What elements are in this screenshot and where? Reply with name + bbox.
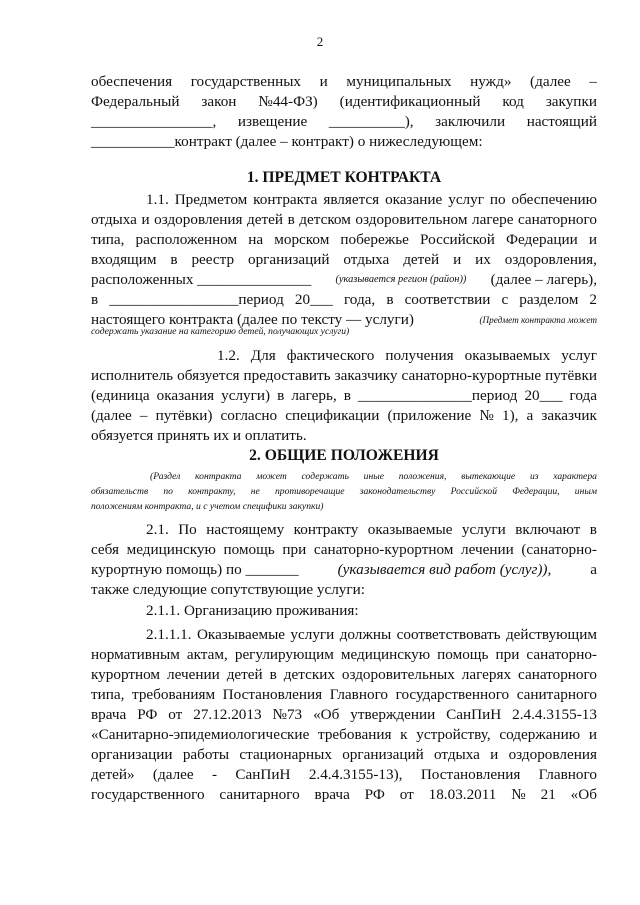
word: детей (403, 251, 440, 268)
word: Для (250, 347, 276, 364)
word: 2.4.4.3155-13 (512, 706, 597, 723)
word: лечении (461, 541, 514, 558)
word: оказываемых (464, 347, 551, 364)
clause-1-2-line (91, 386, 597, 406)
word: путёвки (545, 367, 597, 384)
word: расположенном (135, 231, 238, 248)
word: и (141, 211, 150, 228)
word: закупки (545, 93, 597, 110)
word: нормативным (91, 646, 180, 663)
word: в (343, 387, 351, 404)
word: (далее (91, 407, 132, 424)
word: получения (385, 347, 454, 364)
intro-line-4: ___________контракт (далее – контракт) о нижеследующем: (91, 133, 483, 150)
word: РФ (364, 786, 385, 803)
word: законодательству (359, 486, 436, 497)
word: типа, (91, 231, 125, 248)
word: 20___ (294, 291, 333, 308)
word: к (400, 726, 408, 743)
word: Оказываемые (196, 626, 286, 643)
clause-1-1-line (91, 250, 597, 270)
word: в (170, 251, 178, 268)
word: в (91, 291, 99, 308)
word: медицинскую (340, 646, 431, 663)
clause-2-1-line: также следующие сопутствующие услуги: (91, 581, 365, 598)
word: вытекающие (461, 471, 516, 482)
word: заключили (435, 113, 506, 130)
clause-2-1-1-1-line (91, 785, 597, 805)
word: извещение (237, 113, 308, 130)
word: СанПиН (235, 766, 291, 783)
section-2-note-line (150, 470, 597, 484)
word: регулирующим (234, 646, 334, 663)
word: детских (283, 666, 335, 683)
clause-2-1-1: 2.1.1. Организацию проживания: (146, 602, 359, 619)
word: детей» (91, 766, 135, 783)
word: обеспечения (91, 73, 173, 90)
word: СанПиН (446, 706, 502, 723)
word: содержанию (499, 726, 581, 743)
word: и (588, 231, 597, 248)
word: муниципальных (346, 73, 452, 90)
word: согласно (220, 407, 278, 424)
word: с (501, 291, 509, 308)
word: помощь (437, 646, 489, 663)
word: может (256, 471, 287, 482)
word: услуги (290, 626, 335, 643)
word: Российской (450, 486, 498, 497)
word: их (475, 251, 491, 268)
clause-2-1-conjunction: а (590, 561, 597, 578)
word: контракта (195, 471, 242, 482)
word: фактического (286, 347, 375, 364)
word: №73 (272, 706, 303, 723)
word: государственных (190, 73, 302, 90)
word: не (250, 486, 260, 497)
word: санаторно- (526, 646, 597, 663)
word: ________________, (91, 113, 217, 130)
word: закон (201, 93, 237, 110)
word: врача (91, 706, 127, 723)
word: в (277, 387, 285, 404)
word: года (569, 387, 597, 404)
word: по (163, 486, 173, 497)
region-instruction: (указывается регион (район)) (335, 274, 467, 285)
word: в (269, 666, 277, 683)
word: заказчику (334, 367, 398, 384)
clause-2-1-1-1-line (91, 765, 597, 785)
word: соответствовать (396, 626, 501, 643)
word: иным (574, 486, 597, 497)
word: нужд» (470, 73, 512, 90)
word: 20___ (524, 387, 563, 404)
word: (идентификационный (339, 93, 481, 110)
word: обязательств (91, 486, 149, 497)
word: 2.4.4.3155-13), (308, 766, 403, 783)
word: лагерь, (291, 387, 337, 404)
word: и (490, 746, 499, 763)
word: и (319, 73, 328, 90)
word: отдыха (434, 746, 480, 763)
word: оздоровления (508, 746, 597, 763)
word: себя (91, 541, 120, 558)
word: По (178, 521, 197, 538)
word: от (399, 786, 414, 803)
word: услуг (448, 191, 484, 208)
word: Постановления (420, 766, 521, 783)
word: 2.1. (146, 521, 169, 538)
word: а (526, 407, 534, 424)
word: настоящему (206, 521, 285, 538)
word: оздоровления (154, 211, 243, 228)
word: 18.03.2011 (428, 786, 497, 803)
word: 2.1.1.1. (146, 626, 192, 643)
clause-1-2-line (217, 346, 597, 366)
word: РФ (137, 706, 158, 723)
word: спецификации (285, 407, 380, 424)
word: включают (515, 521, 581, 538)
word: является (323, 191, 380, 208)
word: «Об (313, 706, 340, 723)
word: организации (91, 746, 173, 763)
word: детей (247, 211, 284, 228)
clause-1-2-line (91, 406, 597, 426)
word: содержать (301, 471, 349, 482)
page-number: 2 (316, 34, 324, 49)
word: лагерях (461, 666, 512, 683)
camp-definition-text: (далее – лагерь), (490, 271, 597, 288)
word: 1.2. (217, 347, 240, 364)
word: требованиям (132, 686, 216, 703)
word: _________________период (109, 291, 284, 308)
word: санаторно-курортном (313, 541, 454, 558)
word: положения, (398, 471, 447, 482)
word: в (386, 291, 394, 308)
services-definition-text: настоящего контракта (далее по тексту — услуги) (91, 311, 414, 328)
clause-2-1-1-1-line (91, 745, 597, 765)
clause-1-1-line (91, 210, 597, 230)
word: услуги (461, 521, 506, 538)
word: побережье (340, 231, 409, 248)
word: 1), (501, 407, 519, 424)
clause-2-1-line (146, 520, 597, 540)
clause-2-1-1-1-line (91, 645, 597, 665)
word: предоставить (243, 367, 331, 384)
word: (Раздел (150, 471, 181, 482)
word: «Об (570, 786, 597, 803)
word: настоящий (526, 113, 597, 130)
clause-1-1-line (91, 270, 597, 290)
word: действующим (505, 626, 597, 643)
word: помощь (223, 541, 275, 558)
clause-2-1-1-1-line (91, 705, 597, 725)
word: в (287, 211, 295, 228)
word: заказчик (541, 407, 597, 424)
word: контракту (293, 521, 359, 538)
word: 21 (540, 786, 556, 803)
word: код (502, 93, 524, 110)
word: устройству, (416, 726, 491, 743)
word: __________), (328, 113, 414, 130)
word: - (212, 766, 218, 783)
word: Федерации, (512, 486, 560, 497)
word: разделом (519, 291, 579, 308)
word: и (588, 726, 597, 743)
clause-2-1-1-1-line (91, 685, 597, 705)
clause-1-1-line (91, 230, 597, 250)
word: (далее (530, 73, 571, 90)
word: лагере (472, 211, 514, 228)
word: (санаторно- (521, 541, 597, 558)
word: Предметом (174, 191, 248, 208)
section-2-note-line (91, 485, 597, 499)
word: услуги) (221, 387, 271, 404)
word: характера (553, 471, 597, 482)
section-2-note-line: положениям контракта, и с учетом специфики закупки) (91, 501, 324, 512)
word: Главного (538, 766, 597, 783)
word: по (489, 191, 506, 208)
word: Постановления (222, 686, 323, 703)
word: государственного (395, 686, 510, 703)
word: (далее (152, 766, 194, 783)
word: при (495, 646, 520, 663)
word: санитарного (219, 786, 300, 803)
word: Федеральный (91, 93, 180, 110)
word: государственного (91, 786, 205, 803)
word: курортном (91, 666, 161, 683)
section-1-heading: 1. ПРЕДМЕТ КОНТРАКТА (246, 169, 442, 186)
word: оказания (156, 387, 215, 404)
service-type-placeholder-text: курортную помощь) по _______ (91, 561, 299, 578)
word: в (589, 521, 597, 538)
word: оздоровительных (341, 666, 455, 683)
intro-line-2 (91, 92, 597, 112)
word: 27.12.2013 (193, 706, 262, 723)
clause-1-1-line (146, 190, 597, 210)
word: _______________период (358, 387, 518, 404)
word: от (168, 706, 183, 723)
word: отдыха (343, 251, 390, 268)
word: стационарных (239, 746, 332, 763)
word: входящим (91, 251, 157, 268)
word: – (139, 407, 148, 424)
word: услуг (561, 347, 597, 364)
word: врача (314, 786, 350, 803)
word: организаций (247, 251, 330, 268)
word: оказываемые (367, 521, 453, 538)
word: года, (343, 291, 376, 308)
word: типа, (91, 686, 125, 703)
clause-1-2-line (91, 366, 597, 386)
clause-2-1-1-1-line (91, 665, 597, 685)
word: отдыха (91, 211, 137, 228)
word: при (282, 541, 307, 558)
word: детском (299, 211, 351, 228)
word: №44-ФЗ) (258, 93, 318, 110)
word: и (453, 251, 462, 268)
word: требования (318, 726, 392, 743)
word: 1.1. (146, 191, 169, 208)
word: оказание (385, 191, 443, 208)
word: контракту, (188, 486, 236, 497)
word: санитарного (516, 686, 597, 703)
word: санаторного (518, 666, 597, 683)
word: лечении (167, 666, 220, 683)
service-type-instruction: (указывается вид работ (услуг)), (337, 561, 552, 578)
word: на (248, 231, 264, 248)
word: медицинскую (126, 541, 216, 558)
word: оздоровления, (504, 251, 597, 268)
word: иные (363, 471, 384, 482)
word: из (529, 471, 539, 482)
word: обязуется (177, 367, 240, 384)
word: путёвки) (155, 407, 213, 424)
word: организаций (342, 746, 424, 763)
intro-line-3 (91, 112, 597, 132)
word: № (511, 786, 526, 803)
region-placeholder-text: расположенных _______________ (91, 271, 312, 288)
word: утверждении (350, 706, 436, 723)
clause-1-1-line (91, 290, 597, 310)
word: «Санитарно-эпидемиологические (91, 726, 310, 743)
word: 2 (589, 291, 597, 308)
word: (приложение (387, 407, 472, 424)
word: соответствии (404, 291, 491, 308)
word: морском (274, 231, 330, 248)
word: контракта (253, 191, 318, 208)
intro-line-1 (91, 72, 597, 92)
clause-2-1-1-1-line (91, 725, 597, 745)
word: реестр (191, 251, 235, 268)
word: Главного (329, 686, 389, 703)
clause-2-1-1-1-line (146, 625, 597, 645)
word: противоречащие (274, 486, 345, 497)
clause-2-1-line (91, 560, 597, 580)
word: санаторно-курортные (401, 367, 542, 384)
clause-2-1-line (91, 540, 597, 560)
word: санаторного (518, 211, 597, 228)
word: № (479, 407, 494, 424)
word: Федерации (506, 231, 578, 248)
word: детей (226, 666, 263, 683)
clause-1-2-line: обязуется принять их и оплатить. (91, 427, 307, 444)
word: должны (339, 626, 392, 643)
section-2-heading: 2. ОБЩИЕ ПОЛОЖЕНИЯ (249, 447, 439, 464)
word: актам, (186, 646, 228, 663)
word: (единица (91, 387, 150, 404)
word: оздоровительном (355, 211, 468, 228)
subject-note: (Предмет контракта может (479, 315, 597, 325)
word: – (589, 73, 597, 90)
word: исполнитель (91, 367, 174, 384)
word: обеспечению (511, 191, 597, 208)
word: Российской (420, 231, 495, 248)
subject-note-continued: содержать указание на категорию детей, получающих услуги) (91, 326, 350, 337)
word: работы (182, 746, 230, 763)
